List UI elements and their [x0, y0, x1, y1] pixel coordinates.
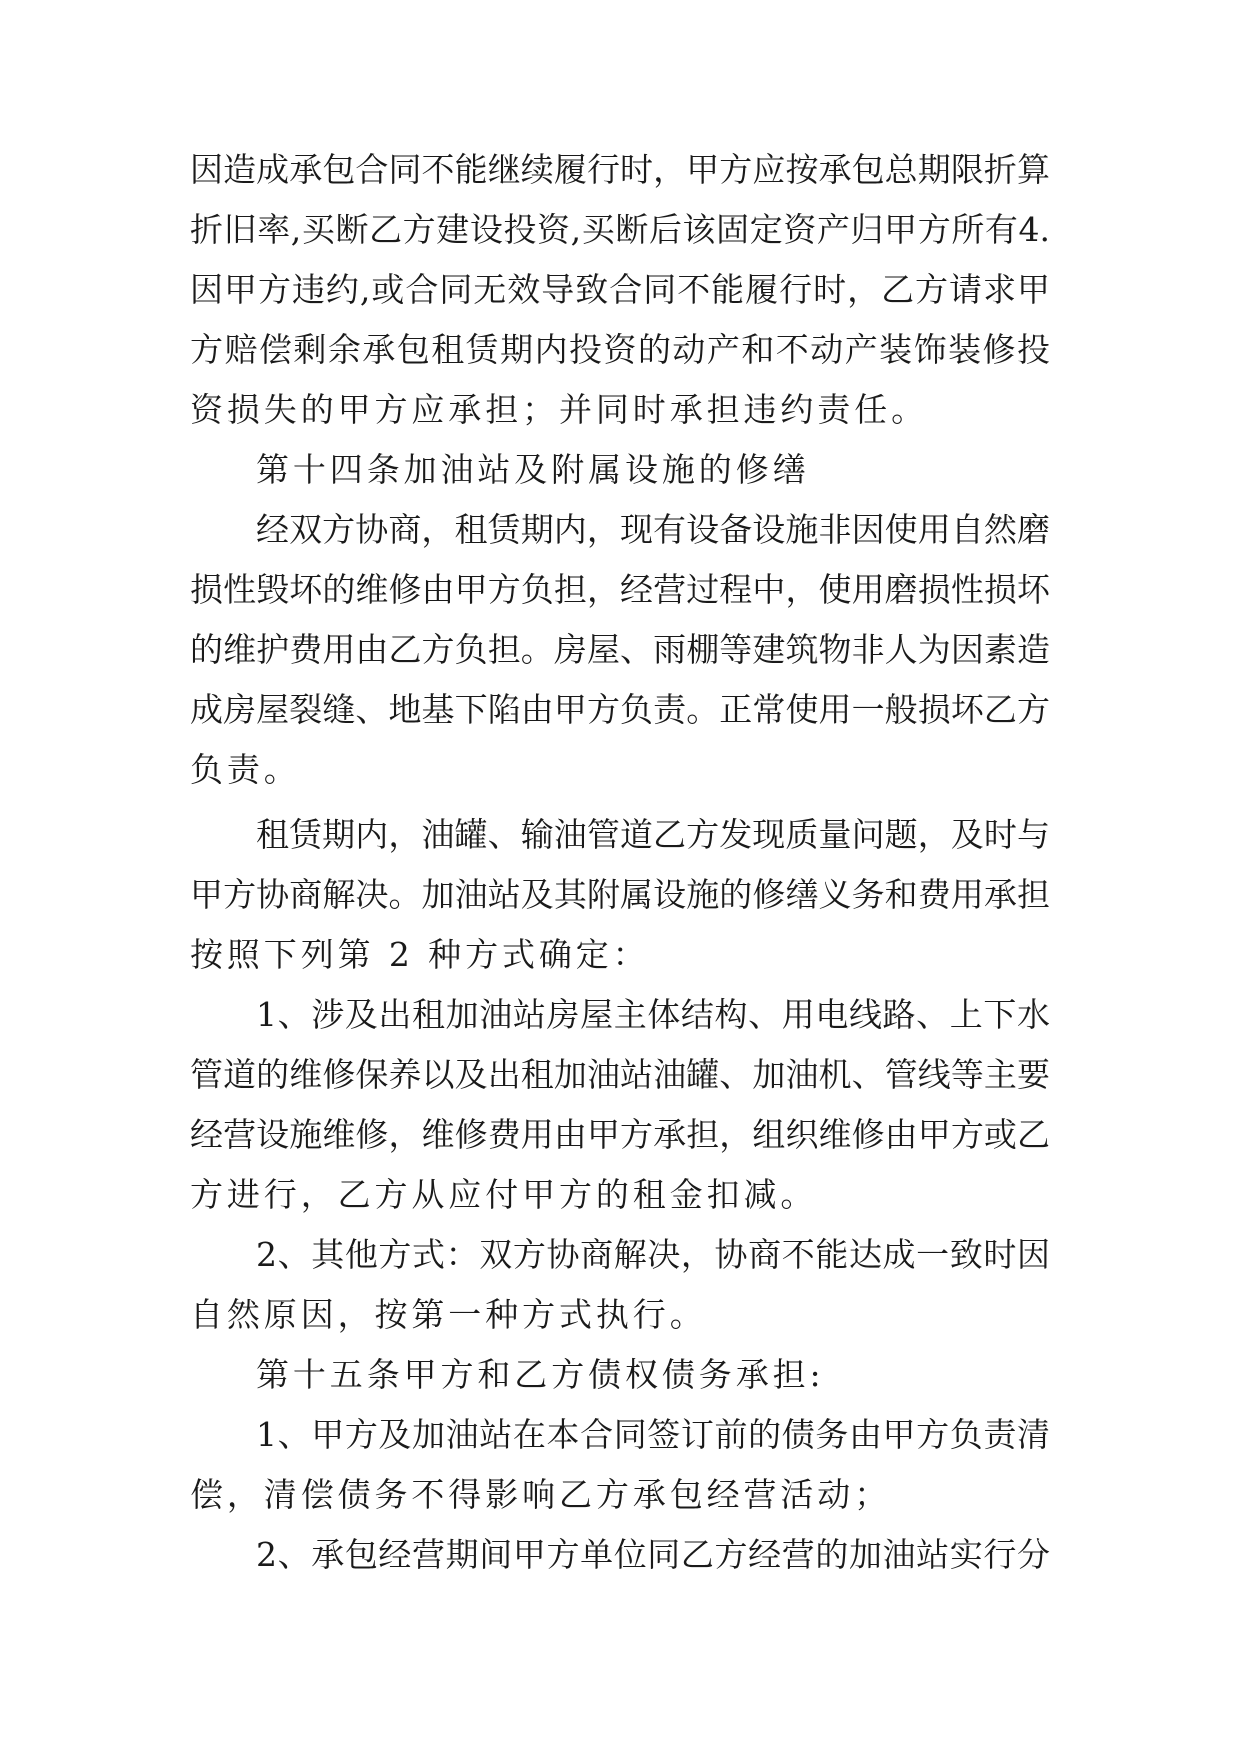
- text-line: 1、涉及出租加油站房屋主体结构、用电线路、上下水: [256, 995, 1050, 1034]
- text-line: 因甲方违约,或合同无效导致合同不能履行时，乙方请求甲: [190, 270, 1050, 309]
- text-line: 损性毁坏的维修由甲方负担，经营过程中，使用磨损性损坏: [190, 570, 1050, 609]
- text-line: 1、甲方及加油站在本合同签订前的债务由甲方负责清: [256, 1415, 1050, 1454]
- section-heading: 第十四条加油站及附属设施的修缮: [256, 450, 810, 489]
- text-line: 2、承包经营期间甲方单位同乙方经营的加油站实行分: [256, 1535, 1050, 1574]
- document-page: [190, 140, 1050, 1585]
- text-line: 因造成承包合同不能继续履行时，甲方应按承包总期限折算: [190, 150, 1050, 189]
- text-line: 成房屋裂缝、地基下陷由甲方负责。正常使用一般损坏乙方: [190, 690, 1050, 729]
- text-line: 租赁期内，油罐、输油管道乙方发现质量问题，及时与: [256, 815, 1050, 854]
- text-line: 按照下列第 2 种方式确定：: [190, 935, 650, 974]
- text-line: 经双方协商，租赁期内，现有设备设施非因使用自然磨: [256, 510, 1050, 549]
- text-line: 资损失的甲方应承担；并同时承担违约责任。: [190, 390, 928, 429]
- text-line: 负责。: [190, 750, 301, 789]
- section-heading: 第十五条甲方和乙方债权债务承担:: [256, 1355, 825, 1394]
- text-line: 2、其他方式：双方协商解决，协商不能达成一致时因: [256, 1235, 1050, 1274]
- text-line: 管道的维修保养以及出租加油站油罐、加油机、管线等主要: [190, 1055, 1050, 1094]
- text-line: 方进行，乙方从应付甲方的租金扣减。: [190, 1175, 818, 1214]
- text-line: 偿，清偿债务不得影响乙方承包经营活动；: [190, 1475, 892, 1514]
- text-line: 自然原因，按第一种方式执行。: [190, 1295, 707, 1334]
- text-line: 方赔偿剩余承包租赁期内投资的动产和不动产装饰装修投: [190, 330, 1050, 369]
- text-line: 的维护费用由乙方负担。房屋、雨棚等建筑物非人为因素造: [190, 630, 1050, 669]
- text-line: 经营设施维修，维修费用由甲方承担，组织维修由甲方或乙: [190, 1115, 1050, 1154]
- text-line: 甲方协商解决。加油站及其附属设施的修缮义务和费用承担: [190, 875, 1050, 914]
- text-line: 折旧率,买断乙方建设投资,买断后该固定资产归甲方所有4.: [190, 210, 1050, 249]
